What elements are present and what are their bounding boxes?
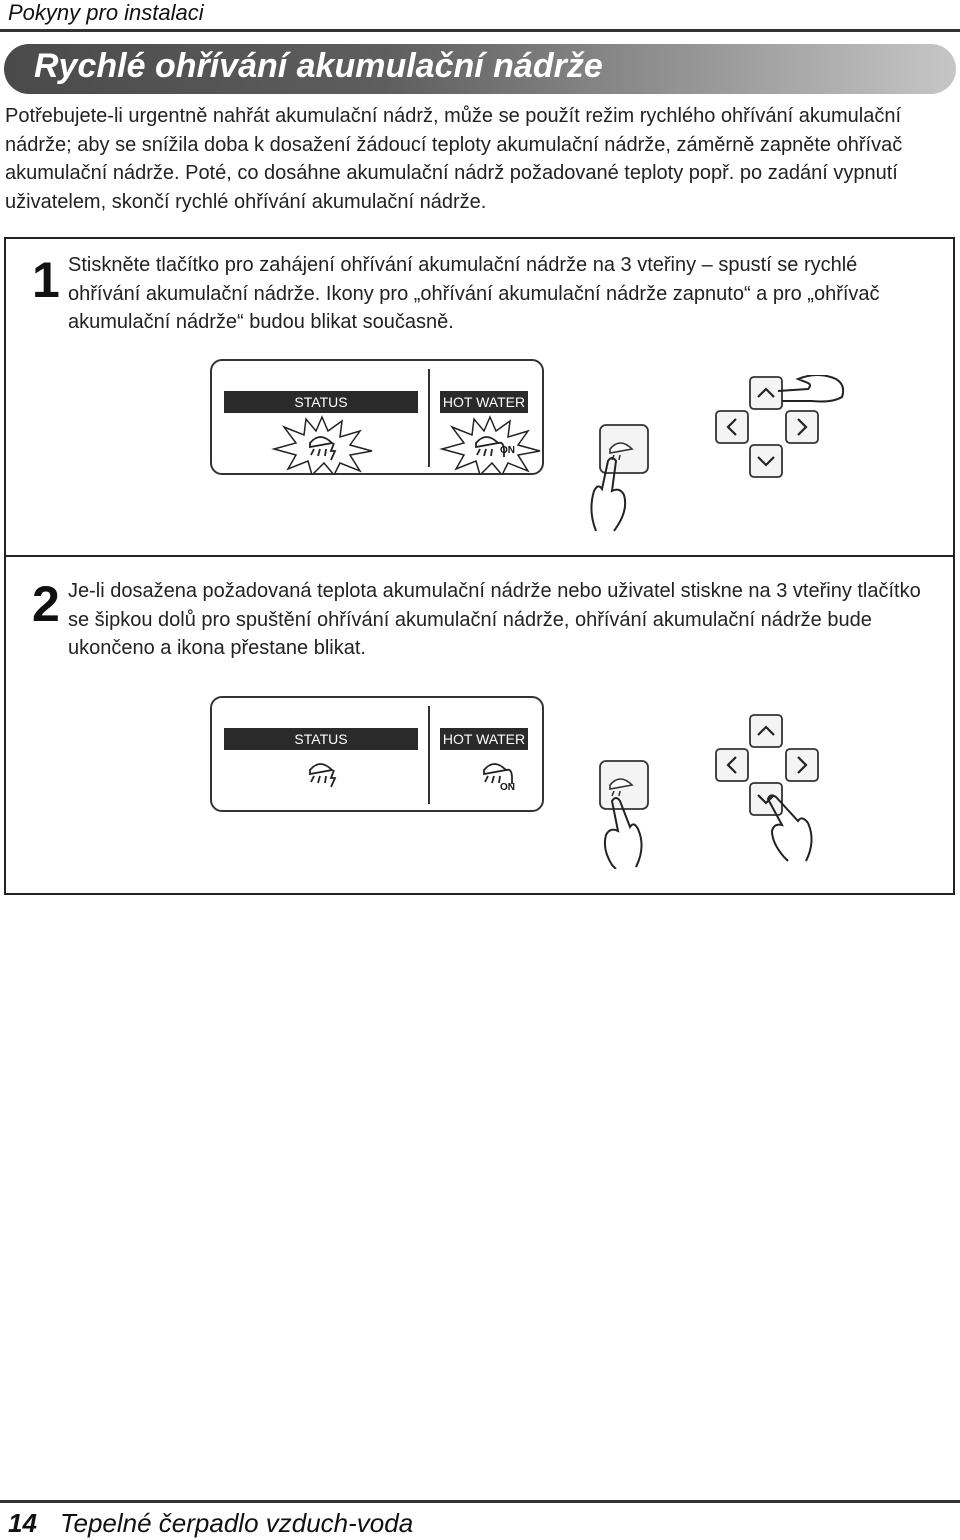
heater-icon-blinking <box>264 415 380 475</box>
hot-water-label: HOT WATER <box>440 728 528 750</box>
step-1-text: Stiskněte tlačítko pro zahájení ohřívání akumulační nádrže na 3 vteřiny – spustí se rychlé ohřívání akumulační nádrže. Ikony pro „ohřívání akumulační nádrže zapnuto“ a pro „ohřívač akumulační nádrže“ budou blikat současně. <box>68 254 880 333</box>
page-title: Rychlé ohřívání akumulační nádrže <box>34 47 603 85</box>
title-banner <box>4 44 956 94</box>
controller-display-2 <box>210 696 544 812</box>
on-label: ON <box>500 782 515 793</box>
status-label: STATUS <box>224 391 418 413</box>
right-arrow-button[interactable] <box>786 749 818 781</box>
arrow-keypad <box>706 375 866 485</box>
left-arrow-button[interactable] <box>716 749 748 781</box>
hot-water-button[interactable] <box>576 423 656 533</box>
hot-water-button[interactable] <box>576 759 656 869</box>
arrow-keypad <box>706 713 856 863</box>
step-2-text: Je-li dosažena požadovaná teplota akumulační nádrže nebo uživatel stiskne na 3 vteřiny tlačítko se šipkou dolů pro spuštění ohřívání akumulační nádrže, ohřívání akumulační nádrže bude ukončeno a ikona přestane blikat. <box>68 580 921 659</box>
heater-icon <box>304 758 344 792</box>
status-label: STATUS <box>224 728 418 750</box>
up-arrow-button[interactable] <box>750 377 782 409</box>
panel-divider <box>428 706 430 804</box>
hot-water-on-icon-blinking <box>432 415 548 475</box>
left-arrow-button[interactable] <box>716 411 748 443</box>
footer-divider <box>0 1500 960 1503</box>
step-2-box <box>4 555 955 895</box>
step-2-number: 2 <box>32 576 60 632</box>
step-1-box <box>4 237 955 557</box>
page-number: 14 <box>8 1508 37 1538</box>
step-1-number: 1 <box>32 252 60 308</box>
hot-water-label: HOT WATER <box>440 391 528 413</box>
controller-display-1 <box>210 359 544 475</box>
up-arrow-button[interactable] <box>750 715 782 747</box>
header-divider <box>0 29 960 32</box>
panel-divider <box>428 369 430 467</box>
right-arrow-button[interactable] <box>786 411 818 443</box>
manual-title: Tepelné čerpadlo vzduch-voda <box>60 1508 414 1538</box>
section-header: Pokyny pro instalaci <box>8 0 204 25</box>
on-label: ON <box>500 445 515 456</box>
intro-paragraph: Potřebujete-li urgentně nahřát akumulační nádrž, může se použít režim rychlého ohřívání akumulační nádrže; aby se snížila doba k dosažení žádoucí teploty akumulační nádrže, záměrně zapněte ohřívač akumulační nádrže. Poté, co dosáhne akumulační nádrž požadované teploty popř. po zadání vypnutí uživatelem, skončí rychlé ohřívání akumulační nádrže. <box>5 105 903 213</box>
down-arrow-button[interactable] <box>750 445 782 477</box>
